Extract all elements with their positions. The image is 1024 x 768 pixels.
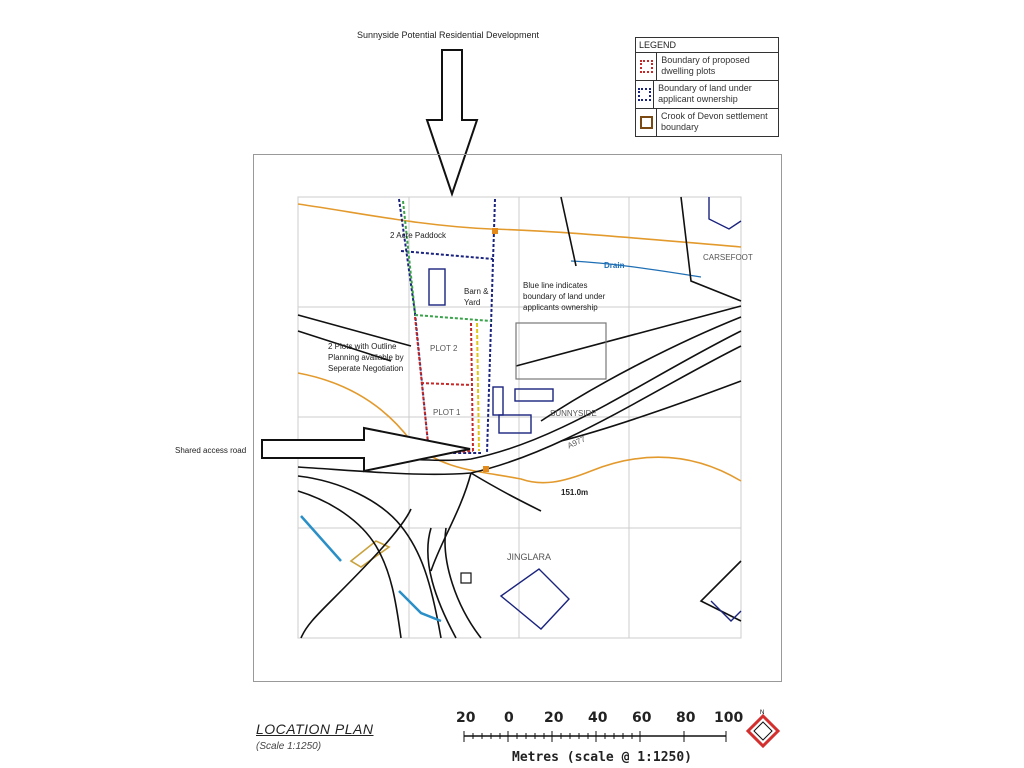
drain-label: Drain xyxy=(604,261,625,270)
legend-item-label: Boundary of proposed dwelling plots xyxy=(661,55,750,76)
blue-line-note: Blue line indicates boundary of land under applicants ownership xyxy=(523,281,606,312)
paddock-label: 2 Acre Paddock xyxy=(390,231,447,240)
legend-title: LEGEND xyxy=(636,38,778,53)
legend-item xyxy=(636,81,778,109)
legend-item xyxy=(636,53,778,81)
map-drawing xyxy=(254,155,781,681)
north-arrow-icon xyxy=(743,707,783,751)
barn-label: Barn & Yard xyxy=(464,287,489,307)
scale-number: 20 xyxy=(456,710,476,726)
page-title: Sunnyside Potential Residential Development xyxy=(356,30,540,40)
location-plan-scale: (Scale 1:1250) xyxy=(256,741,322,752)
map[interactable] xyxy=(253,154,782,682)
jinglara-label: JINGLARA xyxy=(507,552,552,562)
scale-number: 20 xyxy=(544,710,564,726)
right-arrow-icon xyxy=(258,425,488,477)
sunnyside-label: SUNNYSIDE xyxy=(550,409,597,418)
road-label: A977 xyxy=(565,434,587,451)
plot2-label: PLOT 2 xyxy=(430,344,458,353)
scale-number: 60 xyxy=(632,710,652,726)
legend-item-label: Crook of Devon settlement boundary xyxy=(661,111,768,132)
elevation-label: 151.0m xyxy=(561,488,589,497)
scale-number: 40 xyxy=(588,710,608,726)
red-dotted-square-icon xyxy=(640,60,653,73)
svg-text:N: N xyxy=(760,710,765,716)
legend-item xyxy=(636,109,778,136)
scale-number: 80 xyxy=(676,710,696,726)
scale-number: 0 xyxy=(504,710,514,726)
shared-access-label: Shared access road xyxy=(175,446,247,455)
plot1-label: PLOT 1 xyxy=(433,408,461,417)
outline-planning-note: 2 Plots with Outline Planning available by Seperate Negotiation xyxy=(328,342,404,373)
legend xyxy=(635,37,779,137)
scale-bar xyxy=(460,728,730,744)
scale-caption: Metres (scale @ 1:1250) xyxy=(512,750,693,765)
brown-square-icon xyxy=(640,116,653,129)
legend-item-label: Boundary of land under applicant ownership xyxy=(658,83,752,104)
carsefoot-label: CARSEFOOT xyxy=(703,253,753,262)
location-plan-title: LOCATION PLAN xyxy=(256,721,374,737)
blue-dotted-square-icon xyxy=(638,88,651,101)
scale-number: 100 xyxy=(714,710,744,726)
